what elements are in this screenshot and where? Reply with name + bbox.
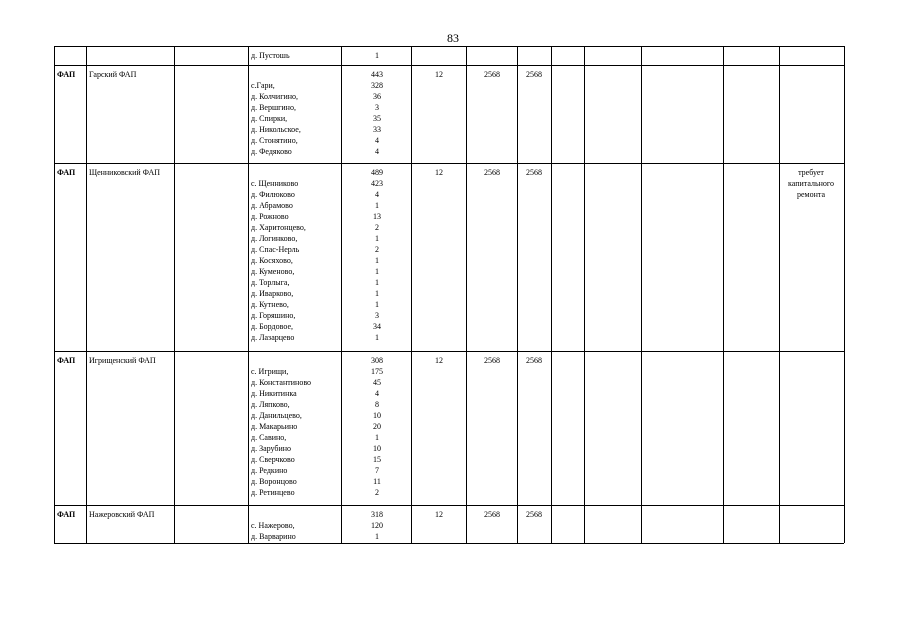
facility-name: Нажеровский ФАП [89, 510, 155, 519]
table-column-rule [584, 46, 585, 543]
settlement-population: 4 [375, 136, 379, 145]
settlement-population: 1 [375, 256, 379, 265]
settlement-population: 10 [373, 444, 381, 453]
settlement-name: д. Торлыга, [251, 278, 290, 287]
facility-name: Игрищенский ФАП [89, 356, 156, 365]
population-total: 308 [371, 356, 383, 365]
facility-type-code: ФАП [57, 70, 76, 79]
settlement-population: 328 [371, 81, 383, 90]
population-total: 443 [371, 70, 383, 79]
area-value-2: 2568 [526, 70, 542, 79]
settlement-population: 423 [371, 179, 383, 188]
settlement-population: 1 [375, 333, 379, 342]
settlement-name: д. Лазарцево [251, 333, 295, 342]
settlement-name: д. Никитинка [251, 389, 297, 398]
staff-count: 12 [435, 70, 443, 79]
settlement-population: 1 [375, 234, 379, 243]
settlement-name: д. Спирки, [251, 114, 288, 123]
settlement-population: 2 [375, 245, 379, 254]
settlement-name: д. Ляпково, [251, 400, 290, 409]
table-column-rule [723, 46, 724, 543]
settlement-population: 7 [375, 466, 379, 475]
table-column-rule [174, 46, 175, 543]
table-column-rule [517, 46, 518, 543]
settlement-population: 3 [375, 103, 379, 112]
table-row-rule [54, 505, 844, 506]
settlement-population: 33 [373, 125, 381, 134]
page-number: 83 [447, 31, 459, 45]
table-column-rule [411, 46, 412, 543]
table-row-rule [54, 163, 844, 164]
settlement-name: д. Колчигино, [251, 92, 299, 101]
table-row-rule [54, 351, 844, 352]
settlement-name: д. Стонятино, [251, 136, 298, 145]
population-total: 489 [371, 168, 383, 177]
settlement-population: 1 [375, 532, 379, 541]
settlement-population: 13 [373, 212, 381, 221]
settlement-population: 34 [373, 322, 381, 331]
settlement-name: д. Иварково, [251, 289, 294, 298]
settlement-name: с. Щенниково [251, 179, 299, 188]
facility-name: Щенниковский ФАП [89, 168, 161, 177]
settlement-name: д. Филюково [251, 190, 295, 199]
population-total: 318 [371, 510, 383, 519]
settlement-population: 4 [375, 147, 379, 156]
facility-type-code: ФАП [57, 510, 76, 519]
settlement-name: д. Никольское, [251, 125, 301, 134]
settlement-name: д. Константиново [251, 378, 312, 387]
table-column-rule [341, 46, 342, 543]
settlement-population: 1 [375, 289, 379, 298]
table-column-rule [86, 46, 87, 543]
settlement-population: 35 [373, 114, 381, 123]
table-row-rule [54, 46, 844, 47]
settlement-name: д. Логинково, [251, 234, 298, 243]
settlement-name: д. Пустошь [251, 51, 290, 60]
table-column-rule [779, 46, 780, 543]
facility-name: Гарский ФАП [89, 70, 137, 79]
facility-type-code: ФАП [57, 356, 76, 365]
settlement-population: 2 [375, 223, 379, 232]
settlement-name: д. Макарьино [251, 422, 298, 431]
settlement-population: 1 [375, 300, 379, 309]
staff-count: 12 [435, 168, 443, 177]
settlement-name: д. Абрамово [251, 201, 293, 210]
settlement-name: д. Сверчково [251, 455, 295, 464]
settlement-population: 10 [373, 411, 381, 420]
settlement-population: 4 [375, 389, 379, 398]
settlement-name: с. Нажерово, [251, 521, 295, 530]
settlement-population: 15 [373, 455, 381, 464]
settlement-name: д. Федяково [251, 147, 292, 156]
staff-count: 12 [435, 356, 443, 365]
settlement-name: д. Ретинцево [251, 488, 295, 497]
settlement-name: д. Куменово, [251, 267, 295, 276]
settlement-name: с.Гари, [251, 81, 275, 90]
settlement-name: д. Воронцово [251, 477, 297, 486]
area-value-2: 2568 [526, 356, 542, 365]
settlement-name: д. Горяшино, [251, 311, 296, 320]
settlement-population: 45 [373, 378, 381, 387]
settlement-name: д. Данильцево, [251, 411, 302, 420]
table-column-rule [641, 46, 642, 543]
settlement-name: д. Редкино [251, 466, 288, 475]
area-value: 2568 [484, 70, 500, 79]
settlement-population: 36 [373, 92, 381, 101]
settlement-population: 175 [371, 367, 383, 376]
settlement-population: 1 [375, 201, 379, 210]
settlement-population: 3 [375, 311, 379, 320]
settlement-population: 1 [375, 267, 379, 276]
settlement-name: д. Косяхово, [251, 256, 293, 265]
table-column-rule [844, 46, 845, 543]
settlement-name: д. Рожново [251, 212, 289, 221]
table-column-rule [551, 46, 552, 543]
settlement-population: 1 [375, 278, 379, 287]
table-row-rule [54, 65, 844, 66]
settlement-population: 1 [375, 51, 379, 60]
area-value-2: 2568 [526, 510, 542, 519]
settlement-name: д. Бордовое, [251, 322, 293, 331]
settlement-name: д. Савино, [251, 433, 287, 442]
settlement-name: д. Спас-Нерль [251, 245, 300, 254]
table-row-rule [54, 543, 844, 544]
settlement-population: 1 [375, 433, 379, 442]
settlement-population: 8 [375, 400, 379, 409]
area-value: 2568 [484, 510, 500, 519]
settlement-name: д. Зарубино [251, 444, 292, 453]
condition-note: требует капитального ремонта [788, 168, 834, 199]
settlement-name: д. Вершгино, [251, 103, 296, 112]
table-column-rule [248, 46, 249, 543]
settlement-name: д. Варварино [251, 532, 296, 541]
staff-count: 12 [435, 510, 443, 519]
table-column-rule [466, 46, 467, 543]
settlement-name: д. Харитонцево, [251, 223, 306, 232]
table-column-rule [54, 46, 55, 543]
settlement-population: 2 [375, 488, 379, 497]
settlement-name: д. Кутнево, [251, 300, 289, 309]
area-value-2: 2568 [526, 168, 542, 177]
area-value: 2568 [484, 356, 500, 365]
area-value: 2568 [484, 168, 500, 177]
facility-type-code: ФАП [57, 168, 76, 177]
settlement-population: 20 [373, 422, 381, 431]
settlement-name: с. Игрищи, [251, 367, 289, 376]
settlement-population: 120 [371, 521, 383, 530]
settlement-population: 11 [373, 477, 381, 486]
settlement-population: 4 [375, 190, 379, 199]
